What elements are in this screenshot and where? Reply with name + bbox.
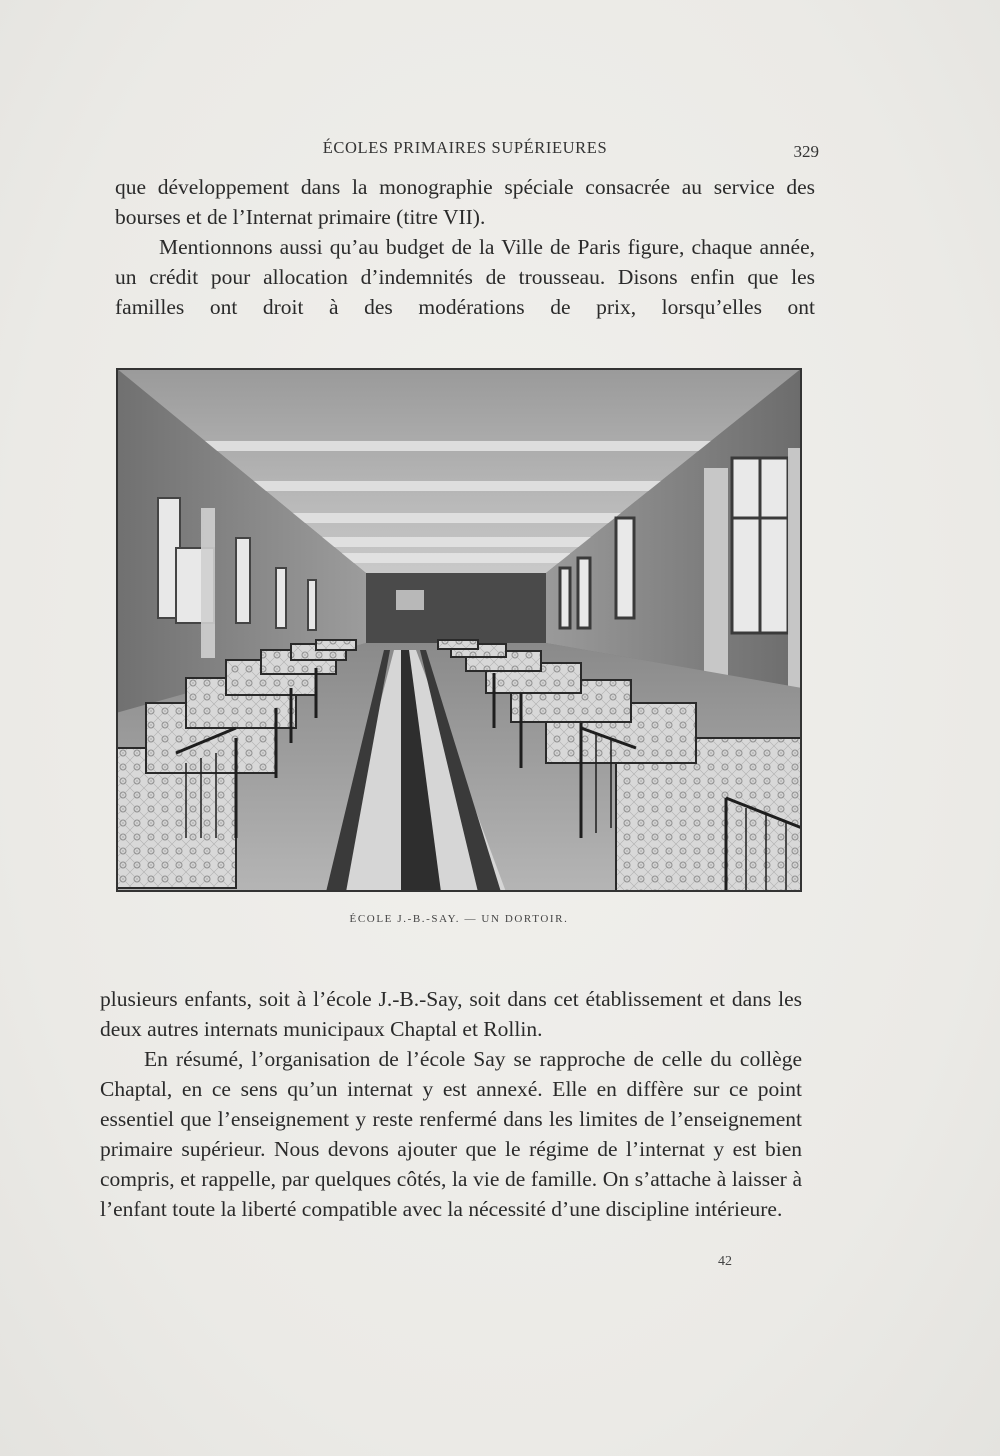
text-block-top [115,172,815,322]
signature-mark: 42 [718,1254,732,1269]
text-block-bottom [100,984,802,1224]
paragraph: plusieurs enfants, soit à l’école J.-B.-Say, soit dans cet établissement et dans les deux autres internats municipaux Chaptal et Rollin. [100,987,802,1041]
dormitory-illustration [116,368,802,892]
running-head [115,134,819,164]
figure-caption: ÉCOLE J.-B.-SAY. — UN DORTOIR. [349,913,569,925]
paragraph: que développement dans la monographie spéciale consacrée au service des bourses et de l’Internat primaire (titre VII). [115,175,815,229]
page-number: 329 [793,142,819,161]
running-title: ÉCOLES PRIMAIRES SUPÉRIEURES [322,138,608,157]
paragraph: Mentionnons aussi qu’au budget de la Ville de Paris figure, chaque année, un crédit pour allocation d’indemnités de trousseau. Disons enfin que les familles ont droit à des modérations de prix, lorsqu’elles ont [115,235,815,319]
paragraph: En résumé, l’organisation de l’école Say se rapproche de celle du collège Chaptal, en ce sens qu’un internat y est annexé. Elle en diffère sur ce point essentiel que l’enseignement y reste renfermé dans les limites de l’enseignement primaire supérieur. Nous devons ajouter que le régime de l’internat y est bien compris, et rappelle, par quelques côtés, la vie de famille. On s’attache à laisser à l’enfant toute la liberté compatible avec la nécessité d’une discipline intérieure. [100,1047,802,1221]
dormitory-photograph [116,368,802,892]
